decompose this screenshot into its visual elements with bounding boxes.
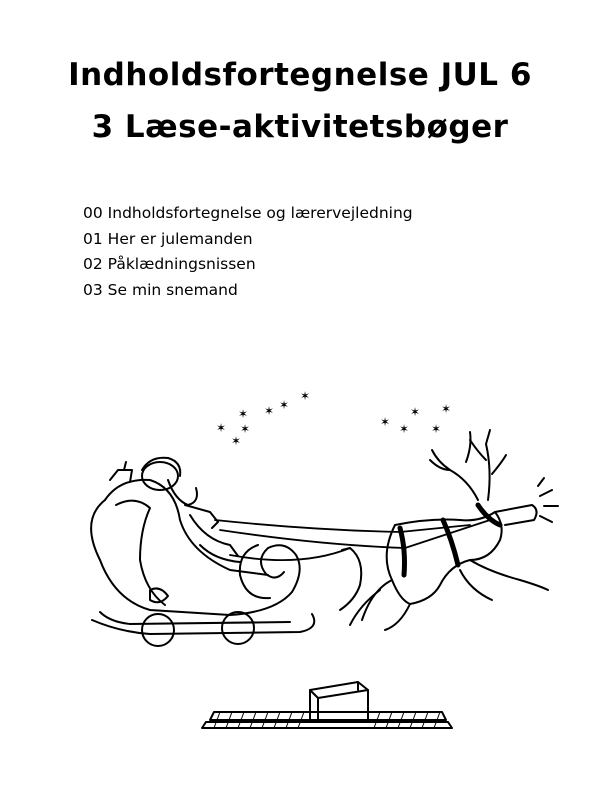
svg-text:✶: ✶ (431, 422, 442, 436)
santa-sleigh-icon (91, 458, 314, 646)
toc-label: Her er julemanden (107, 229, 253, 248)
reindeer-icon (340, 430, 558, 630)
svg-text:✶: ✶ (238, 407, 249, 421)
toc-number: 03 (83, 280, 103, 299)
title-line-1: Indholdsfortegnelse JUL 6 (68, 57, 532, 93)
toc-number: 00 (83, 204, 103, 222)
svg-text:✶: ✶ (410, 405, 421, 419)
toc-number: 01 (83, 229, 103, 248)
svg-text:✶: ✶ (441, 402, 452, 416)
stars-icon (216, 389, 451, 448)
svg-text:✶: ✶ (216, 421, 227, 435)
toc-label: Indholdsfortegnelse og lærervejledning (107, 204, 413, 222)
toc-number: 02 (83, 255, 103, 273)
title-line-2: 3 Læse-aktivitetsbøger (91, 109, 509, 145)
svg-text:✶: ✶ (240, 422, 251, 436)
toc-label: Påklædningsnissen (107, 255, 256, 273)
toc-item-03 (83, 278, 413, 304)
svg-text:✶: ✶ (399, 422, 410, 436)
chimney-icon (202, 682, 452, 728)
svg-text:✶: ✶ (279, 398, 290, 412)
svg-text:✶: ✶ (380, 415, 391, 429)
toc-item-02 (83, 252, 413, 278)
svg-text:✶: ✶ (300, 389, 311, 403)
svg-text:✶: ✶ (264, 404, 275, 418)
svg-text:✶: ✶ (231, 434, 242, 448)
toc-label: Se min snemand (107, 280, 238, 299)
christmas-illustration (0, 380, 600, 780)
table-of-contents (83, 201, 413, 303)
toc-item-00 (83, 201, 413, 227)
toc-item-01 (83, 227, 413, 253)
